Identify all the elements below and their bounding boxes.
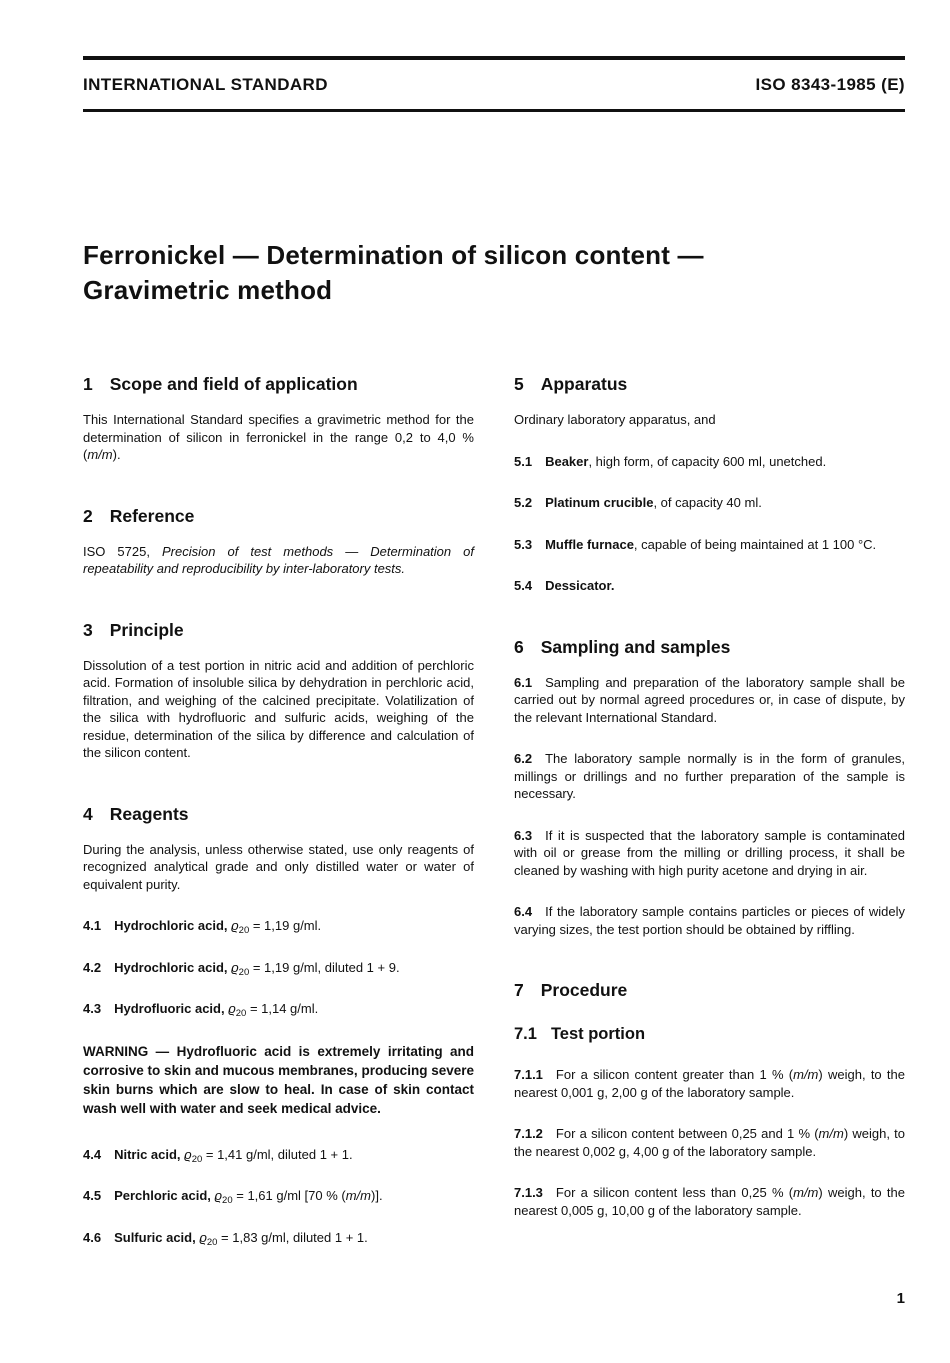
section-heading-label: Reagents [109, 803, 189, 824]
section-5-heading [514, 374, 905, 394]
procedure-item-7-1-2: 7.1.2 For a silicon content between 0,25 and 1 % (m/m) weigh, to the nearest 0,002 g, 4,00 g of the laboratory sample. [514, 1126, 905, 1159]
reagent-item-4-2: 4.2 Hydrochloric acid, $ϱ_{20} = 1,19$ g/ml, diluted 1 + 9. [83, 959, 400, 978]
document-title [83, 238, 905, 308]
section-3-paragraph: Dissolution of a test portion in nitric acid and addition of perchloric acid. Formation of insoluble silica by dehydration in perchloric acid, filtration, and weighing of the calcined precipitate. Volatilization of the silica with hydrofluoric and sulfuric acids, weighing of the residue, determination of the silica by difference and calculation of the silicon content. [83, 657, 474, 760]
apparatus-item-5-3: 5.3 Muffle furnace, capable of being maintained at 1 100 °C. [514, 536, 877, 552]
reagent-item-4-6: 4.6 Sulfuric acid, $ϱ_{20} = 1,83$ g/ml, diluted 1 + 1. [83, 1229, 368, 1248]
standard-reference: ISO 8343-1985 (E) [755, 74, 905, 94]
reagent-item-4-4: 4.4 Nitric acid, $ϱ_{20} = 1,41$ g/ml, diluted 1 + 1. [83, 1146, 353, 1165]
section-heading-label: Scope and field of application [109, 374, 358, 394]
sampling-item-6-1: 6.1 Sampling and preparation of the laboratory sample shall be carried out by normal agreed procedures or, in case of dispute, by the relevant International Standard. [514, 674, 905, 725]
section-number: 5 [514, 374, 524, 394]
section-number: 6 [514, 636, 524, 657]
section-number: 3 [83, 619, 93, 640]
page-number: 1 [896, 1290, 905, 1307]
sampling-item-6-4: 6.4 If the laboratory sample contains particles or pieces of widely varying sizes, the test portion should be obtained by riffling. [514, 904, 905, 937]
section-5-intro-paragraph: Ordinary laboratory apparatus, and [514, 412, 716, 427]
section-heading-label: Reference [109, 505, 195, 526]
apparatus-item-5-1: 5.1 Beaker, high form, of capacity 600 ml, unetched. [514, 453, 827, 469]
section-1-heading [83, 374, 474, 394]
section-6-heading [514, 637, 905, 657]
section-heading-label: Procedure [540, 980, 628, 1000]
warning-paragraph: WARNING — Hydrofluoric acid is extremely irritating and corrosive to skin and mucous membranes, producing severe skin burns which are slow to heal. In case of skin contact wash well with water and seek medical advice. [83, 1043, 474, 1116]
section-number: 2 [83, 505, 93, 526]
section-heading-label: Apparatus [540, 374, 628, 394]
section-number: 4 [83, 803, 93, 824]
section-2-heading [83, 506, 474, 526]
section-number: 1 [83, 374, 93, 394]
section-number: 7 [514, 980, 524, 1000]
standard-type-label: INTERNATIONAL STANDARD [83, 74, 328, 94]
reagent-item-4-3: 4.3 Hydrofluoric acid, $ϱ_{20} = 1,14$ g/ml. [83, 1001, 319, 1019]
subsection-7-1-heading [514, 1024, 905, 1044]
page-header [83, 60, 905, 109]
reagent-item-4-1: 4.1 Hydrochloric acid, $ϱ_{20} = 1,19$ g/ml. [83, 918, 322, 936]
document-title-line-2: Gravimetric method [83, 275, 333, 305]
section-3-heading [83, 620, 474, 640]
section-heading-label: Principle [109, 619, 184, 640]
procedure-item-7-1-1: 7.1.1 For a silicon content greater than 1 % (m/m) weigh, to the nearest 0,001 g, 2,00 g of the laboratory sample. [514, 1067, 905, 1100]
content-columns [83, 374, 905, 1270]
subsection-heading-label: Test portion [550, 1025, 646, 1043]
subsection-number: 7.1 [514, 1025, 537, 1043]
right-column [514, 374, 905, 1270]
section-2-paragraph: ISO 5725, Precision of test methods — Determination of repeatability and reproducibility by inter-laboratory tests. [83, 543, 475, 576]
apparatus-item-5-2: 5.2 Platinum crucible, of capacity 40 ml. [514, 495, 762, 510]
section-7-heading [514, 980, 905, 1000]
reagent-item-4-5: 4.5 Perchloric acid, $ϱ_{20} = 1,61$ g/ml [70 % (m/m)]. [83, 1188, 383, 1206]
apparatus-item-5-4: 5.4 Dessicator. [514, 578, 615, 593]
section-heading-label: Sampling and samples [540, 636, 731, 657]
document-title-line-1: Ferronickel — Determination of silicon content — [83, 240, 704, 270]
section-4-heading [83, 804, 474, 824]
left-column [83, 374, 474, 1270]
header-rule-bottom [83, 109, 905, 112]
section-4-intro-paragraph: During the analysis, unless otherwise stated, use only reagents of recognized analytical grade and only distilled water or water of equivalent purity. [83, 841, 474, 892]
sampling-item-6-3: 6.3 If it is suspected that the laboratory sample is contaminated with oil or grease from the milling or drilling process, it shall be cleaned by washing with high purity acetone and drying in air. [514, 827, 905, 878]
sampling-item-6-2: 6.2 The laboratory sample normally is in the form of granules, millings or drillings and no further preparation of the sample is necessary. [514, 751, 905, 801]
section-1-paragraph: This International Standard specifies a gravimetric method for the determination of silicon in ferronickel in the range 0,2 to 4,0 % (m/m). [83, 412, 474, 462]
procedure-item-7-1-3: 7.1.3 For a silicon content less than 0,25 % (m/m) weigh, to the nearest 0,005 g, 10,00 g of the laboratory sample. [514, 1185, 905, 1218]
